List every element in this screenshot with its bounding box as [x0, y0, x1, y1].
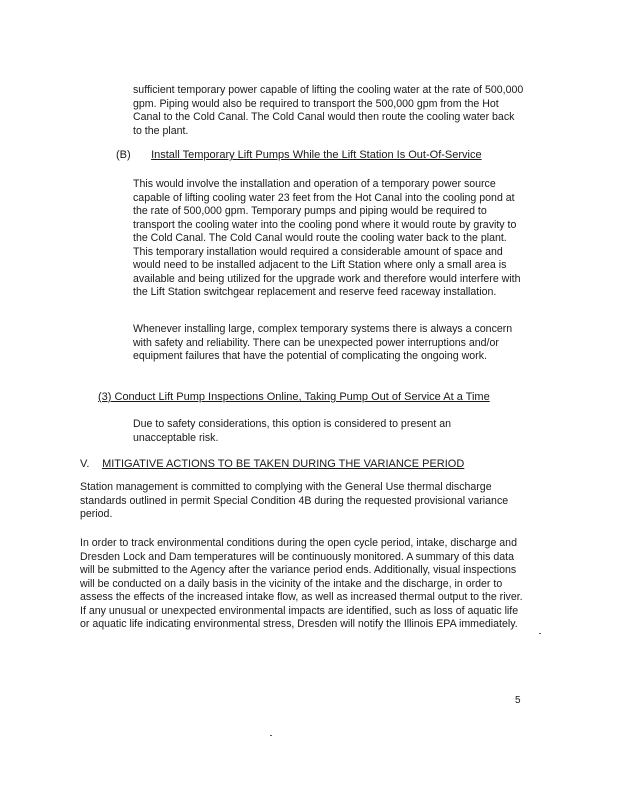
heading-section-v [80, 458, 464, 472]
paragraph-power-piping [133, 84, 525, 138]
paragraph-text: This would involve the installation and operation of a temporary power source capable of lifting cooling water 23 feet from the Hot Canal into the cooling pond at the rate of 500,000 gpm. Temporary pumps and piping would be required to transport the cooling water into the cooling pond where it would route by gravity to the Cold Canal. The Cold Canal would route the cooling water back to the plant. This temporary installation would required a considerable amount of space and would need to be installed adjacent to the Lift Station where only a small area is available and being utilized for the upgrade work and therefore would interfere with the Lift Station switchgear replacement and reserve feed raceway installation. [133, 178, 521, 298]
heading-option-3 [98, 391, 490, 405]
paragraph-text: In order to track environmental conditions during the open cycle period, intake, discharge and Dresden Lock and Dam temperatures will be continuously monitored. A summary of this data will be submitted to the Agency after the variance period ends. Additionally, visual inspections will be conducted on a daily basis in the vicinity of the intake and the discharge, in order to assess the effects of the increased intake flow, as well as increased thermal output to the river. If any unusual or unexpected environmental impacts are identified, such as loss of aquatic life or aquatic life indicating environmental stress, Dresden will notify the Illinois EPA immediately. [80, 537, 523, 630]
paragraph-station-management [80, 481, 528, 522]
paragraph-text: Station management is committed to complying with the General Use thermal discharge standards outlined in permit Special Condition 4B during the requested provisional variance period. [80, 481, 509, 520]
heading-label: (B) [116, 149, 131, 161]
paragraph-text: sufficient temporary power capable of lifting the cooling water at the rate of 500,000 gpm. Piping would also be required to transport the 500,000 gpm from the Hot Canal to the Cold Canal. The Cold Canal would then route the cooling water back to the plant. [133, 84, 524, 137]
paragraph-unacceptable-risk [133, 418, 483, 445]
paragraph-monitoring [80, 537, 528, 632]
heading-text: MITIGATIVE ACTIONS TO BE TAKEN DURING THE VARIANCE PERIOD [102, 458, 465, 470]
page-number: 5 [515, 695, 521, 706]
scan-speck [539, 633, 541, 634]
heading-text: (3) Conduct Lift Pump Inspections Online, Taking Pump Out of Service At a Time [98, 391, 490, 403]
paragraph-safety-concern [133, 323, 513, 364]
heading-text: Install Temporary Lift Pumps While the Lift Station Is Out-Of-Service [151, 149, 482, 161]
paragraph-text: Due to safety considerations, this option is considered to present an unacceptable risk. [133, 418, 451, 444]
scan-speck [270, 735, 272, 736]
paragraph-temporary-lift-pumps [133, 178, 527, 300]
heading-option-b [116, 149, 482, 163]
heading-label: V. [80, 458, 90, 470]
paragraph-text: Whenever installing large, complex temporary systems there is always a concern with safety and reliability. There can be unexpected power interruptions and/or equipment failures that have the potential of complicating the ongoing work. [133, 323, 513, 362]
